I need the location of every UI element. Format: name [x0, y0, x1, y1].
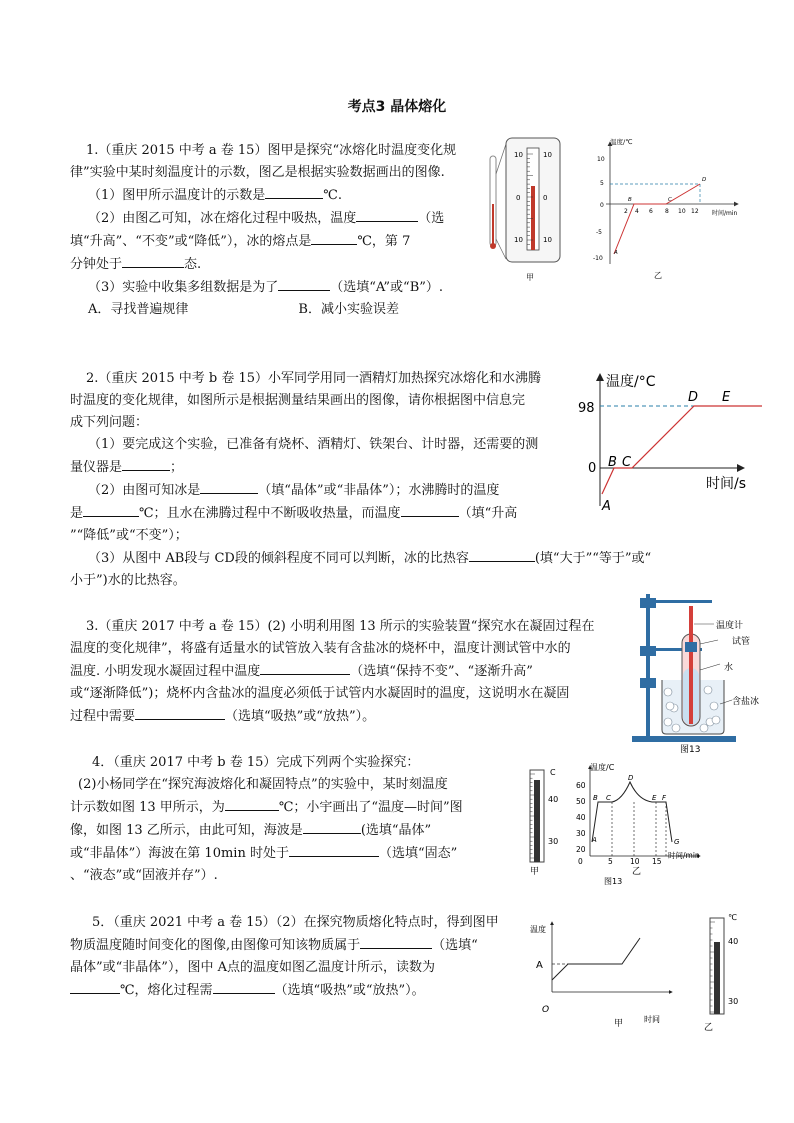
- answer-blank[interactable]: [356, 207, 418, 222]
- q5-line3: 晶体”或“非晶体”），图中 A点的温度如图乙温度计所示，读数为: [70, 960, 435, 975]
- question-1: [70, 140, 456, 321]
- scale-label: 40: [728, 937, 739, 946]
- q2-line3: 成下列问题：: [70, 415, 149, 430]
- figure-caption: 图13: [680, 745, 701, 755]
- scale-label: 30: [548, 837, 559, 846]
- point-label: D: [702, 177, 707, 183]
- scale-label: 0: [543, 194, 548, 202]
- answer-blank[interactable]: [70, 979, 120, 994]
- q3-line1: 3.（重庆 2017 中考 a 卷 15）(2) 小明利用图 13 所示的实验装置“探究水在凝固过程在: [86, 619, 595, 634]
- answer-blank[interactable]: [469, 547, 535, 562]
- answer-blank[interactable]: [401, 502, 459, 517]
- question-2: [70, 368, 651, 592]
- temperature-curve: [614, 184, 700, 254]
- fig-label-jia: 甲: [614, 1019, 624, 1029]
- point-label: B: [593, 794, 598, 802]
- scale-label: 10: [514, 236, 523, 244]
- point-label: B: [628, 197, 632, 203]
- answer-blank[interactable]: [213, 979, 275, 994]
- x-tick: 6: [649, 208, 653, 215]
- q2-line1: 2.（重庆 2015 中考 b 卷 15）小军同学用同一酒精灯加热探究冰熔化和水沸腾: [86, 371, 542, 386]
- answer-blank[interactable]: [122, 456, 170, 471]
- point-label: D: [628, 774, 634, 782]
- scale-label: 0: [516, 194, 521, 202]
- scale-label: 10: [543, 151, 552, 159]
- q1-sub2-mid: （选: [418, 211, 445, 226]
- q3-line3-post: （选填“保持不变”、“逐渐升高”: [350, 664, 533, 679]
- stand-rod: [646, 594, 650, 738]
- point-label: B: [608, 455, 617, 470]
- figure-caption: 图13: [604, 877, 623, 886]
- y-tick: -5: [596, 229, 602, 236]
- q1-line1: 1.（重庆 2015 中考 a 卷 15）图甲是探究“冰熔化时温度变化规: [86, 143, 457, 158]
- point-label: A: [614, 250, 618, 256]
- q2-sub3-post: (填“大于”“等于”或“: [534, 551, 652, 566]
- q5-line4-post: （选填“吸热”或“放热”）。: [274, 983, 425, 998]
- point-label: E: [722, 390, 731, 405]
- q3-line3: 温度. 小明发现水凝固过程中温度: [70, 664, 261, 679]
- answer-blank[interactable]: [135, 705, 225, 720]
- answer-blank[interactable]: [311, 230, 357, 245]
- q2-sub1: （1）要完成这个实验，已准备有烧杯、酒精灯、铁架台、计时器，还需要的测: [88, 437, 539, 452]
- point-label: A: [592, 836, 597, 844]
- x-tick: 15: [652, 857, 662, 866]
- answer-blank[interactable]: [265, 184, 323, 199]
- x-axis-label: 时间/min: [712, 210, 738, 217]
- x-tick: 10: [630, 857, 640, 866]
- q1-line5: 填“升高”、“不变”或“降低”），冰的熔点是: [70, 234, 312, 249]
- y-axis-label: 温度: [530, 925, 546, 934]
- q2-sub1-post: ；: [170, 460, 184, 475]
- q1-graph: [588, 136, 748, 282]
- label-test-tube: 试管: [732, 637, 751, 647]
- origin-label: O: [542, 1005, 550, 1015]
- x-tick: 8: [665, 208, 669, 215]
- q2-line2: 时温度的变化规律，如图所示是根据测量结果画出的图像，请你根据图中信息完: [70, 393, 526, 408]
- answer-blank[interactable]: [289, 842, 379, 857]
- q2-graph: [578, 364, 764, 514]
- ice-chunk: [710, 702, 718, 710]
- x-axis-label: 时间/s: [706, 476, 747, 492]
- temperature-curve: [552, 938, 640, 980]
- answer-blank[interactable]: [200, 479, 258, 494]
- q4-graph: [572, 760, 712, 886]
- q2-line7-post: （填“升高: [458, 506, 518, 521]
- q4-line2: (2)小杨同学在“探究海波熔化和凝固特点”的实验中，某时刻温度: [78, 777, 448, 792]
- y-axis-label: 温度/°C: [606, 374, 656, 390]
- y-tick: 30: [576, 829, 586, 838]
- q4-line3: 计示数如图 13 甲所示，为: [70, 800, 225, 815]
- q2-sub2-mid: （填“晶体”或“非晶体”）；水沸腾时的温度: [258, 483, 500, 498]
- scale-label: 10: [514, 151, 523, 159]
- question-4: [70, 752, 463, 887]
- label-salted-ice: 含盐冰: [732, 697, 760, 707]
- ice-chunk: [664, 718, 672, 726]
- q1-thermometer-figure: [484, 134, 574, 284]
- question-5: [70, 912, 499, 1002]
- q4-line3-post: ℃；小宇画出了“温度—时间”图: [278, 800, 463, 815]
- q3-line2: 温度的变化规律”，将盛有适量水的试管放入装有含盐冰的烧杯中，温度计测试管中水的: [70, 641, 571, 656]
- fig-label-jia: 甲: [530, 867, 540, 877]
- label-water: 水: [724, 663, 734, 673]
- q2-sub3: （3）从图中 AB段与 CD段的倾斜程度不同可以判断，冰的比热容: [88, 551, 469, 566]
- q1-line6-post: 态.: [184, 257, 202, 272]
- point-label: G: [674, 838, 680, 846]
- unit-label: C: [550, 768, 556, 777]
- y-tick: 40: [576, 813, 586, 822]
- scale-label: 10: [543, 236, 552, 244]
- ice-chunk: [666, 702, 674, 710]
- q1-option-a: A．寻找普遍规律: [88, 302, 189, 317]
- answer-blank[interactable]: [278, 276, 330, 291]
- ice-chunk: [700, 724, 708, 732]
- point-label: C: [622, 455, 632, 470]
- q2-line7: 是: [70, 506, 84, 521]
- point-a-label: A: [536, 960, 543, 971]
- ice-chunk: [712, 716, 720, 724]
- q1-sub3-post: （选填“A”或“B”）.: [330, 280, 444, 295]
- scale-label: 30: [728, 997, 739, 1006]
- point-label: D: [688, 390, 699, 405]
- y-tick: 20: [576, 845, 586, 854]
- thermometer: [689, 606, 693, 724]
- q3-line4: 或“逐渐降低”)；烧杯内含盐冰的温度必须低于试管内水凝固时的温度，这说明水在凝固: [70, 686, 570, 701]
- y-tick: 0: [600, 202, 604, 209]
- x-tick: 0: [578, 857, 583, 866]
- ice-chunk: [704, 686, 712, 694]
- q4-line1: 4．（重庆 2017 中考 b 卷 15）完成下列两个实验探究：: [92, 755, 420, 770]
- q1-sub1-text: （1）图甲所示温度计的示数是: [88, 188, 266, 203]
- y-tick: 5: [600, 180, 604, 187]
- q1-sub1-post: ℃.: [323, 188, 342, 203]
- point-label: C: [606, 794, 611, 802]
- q2-sub2: （2）由图可知冰是: [88, 483, 201, 498]
- q3-line5: 过程中需要: [70, 709, 136, 724]
- q4-line5: 或“非晶体”）海波在第 10min 时处于: [70, 846, 289, 861]
- mercury-column: [714, 942, 720, 1014]
- answer-blank[interactable]: [303, 819, 361, 834]
- ice-chunk: [664, 688, 672, 696]
- answer-blank[interactable]: [83, 502, 139, 517]
- fig-label-yi: 乙: [654, 271, 662, 280]
- q4-line4-post: (选填“晶体”: [360, 823, 432, 838]
- q4-line4: 像，如图 13 乙所示，由此可知，海波是: [70, 823, 303, 838]
- answer-blank[interactable]: [360, 934, 432, 949]
- fig-label-yi: 乙: [632, 867, 642, 877]
- q1-line5-post: ℃，第 7: [357, 234, 411, 249]
- q5-graph: [528, 918, 678, 1030]
- scale-label: 40: [548, 795, 559, 804]
- q1-sub2-text: （2）由图乙可知，冰在熔化过程中吸热，温度: [88, 211, 357, 226]
- y-tick-98: 98: [578, 401, 595, 416]
- q2-sub1-line2: 量仪器是: [70, 460, 123, 475]
- q1-line2: 律”实验中某时刻温度计的示数，图乙是根据实验数据画出的图像.: [70, 165, 445, 180]
- y-tick: 50: [576, 797, 586, 806]
- q1-sub3-text: （3）实验中收集多组数据是为了: [88, 280, 279, 295]
- q5-line2: 物质温度随时间变化的图像,由图像可知该物质属于: [70, 938, 361, 953]
- point-label: C: [668, 197, 672, 203]
- x-tick: 12: [691, 208, 699, 215]
- x-tick: 4: [635, 208, 639, 215]
- q4-thermometer: [524, 762, 572, 878]
- point-label: E: [652, 794, 657, 802]
- y-tick: 10: [597, 156, 605, 163]
- q5-thermometer: [700, 908, 750, 1032]
- q4-line6: 、“液态”或“固液并存”）.: [70, 868, 218, 883]
- x-tick: 10: [678, 208, 686, 215]
- q5-line1: 5．（重庆 2021 中考 a 卷 15）（2）在探究物质熔化特点时，得到图甲: [92, 915, 499, 930]
- point-label: F: [662, 794, 667, 802]
- q5-line2-post: （选填“: [432, 938, 478, 953]
- ice-chunk: [672, 724, 680, 732]
- label-thermometer: 温度计: [716, 621, 744, 631]
- q5-line4-mid: ℃，熔化过程需: [120, 983, 213, 998]
- fig-label-jia: 甲: [526, 273, 534, 282]
- q4-line5-post: （选填“固态”: [378, 846, 458, 861]
- temperature-curve: [592, 782, 672, 842]
- point-label: A: [602, 499, 611, 514]
- y-axis-label: 温度/℃: [610, 138, 633, 146]
- q1-line6: 分钟处于: [70, 257, 123, 272]
- answer-blank[interactable]: [225, 796, 279, 811]
- q2-line8: ”“降低”或“不变”）；: [70, 528, 188, 543]
- y-tick: 60: [576, 781, 586, 790]
- answer-blank[interactable]: [260, 660, 350, 675]
- mercury-column: [534, 780, 540, 862]
- mercury-column: [531, 186, 535, 250]
- x-tick: 2: [624, 208, 628, 215]
- q3-line5-post: （选填“吸热”或“放热”）。: [225, 709, 376, 724]
- x-axis-label: 时间/min: [668, 851, 700, 860]
- unit-label: ℃: [728, 913, 737, 922]
- q2-line7-mid: ℃；且水在沸腾过程中不断吸收热量，而温度: [139, 506, 401, 521]
- q2-line10: 小于”)水的比热容。: [70, 573, 186, 588]
- answer-blank[interactable]: [122, 253, 184, 268]
- y-tick-0: 0: [588, 461, 597, 476]
- y-axis-label: 温度/C: [590, 763, 615, 772]
- x-tick: 5: [608, 857, 613, 866]
- q3-apparatus: [628, 588, 778, 756]
- q1-option-b: B．减小实验误差: [298, 302, 399, 317]
- x-axis-label: 时间: [644, 1015, 660, 1024]
- y-tick: -10: [593, 255, 603, 262]
- fig-label-yi: 乙: [704, 1023, 714, 1033]
- question-3: [70, 616, 594, 728]
- page-title: 考点3 晶体熔化: [347, 99, 447, 115]
